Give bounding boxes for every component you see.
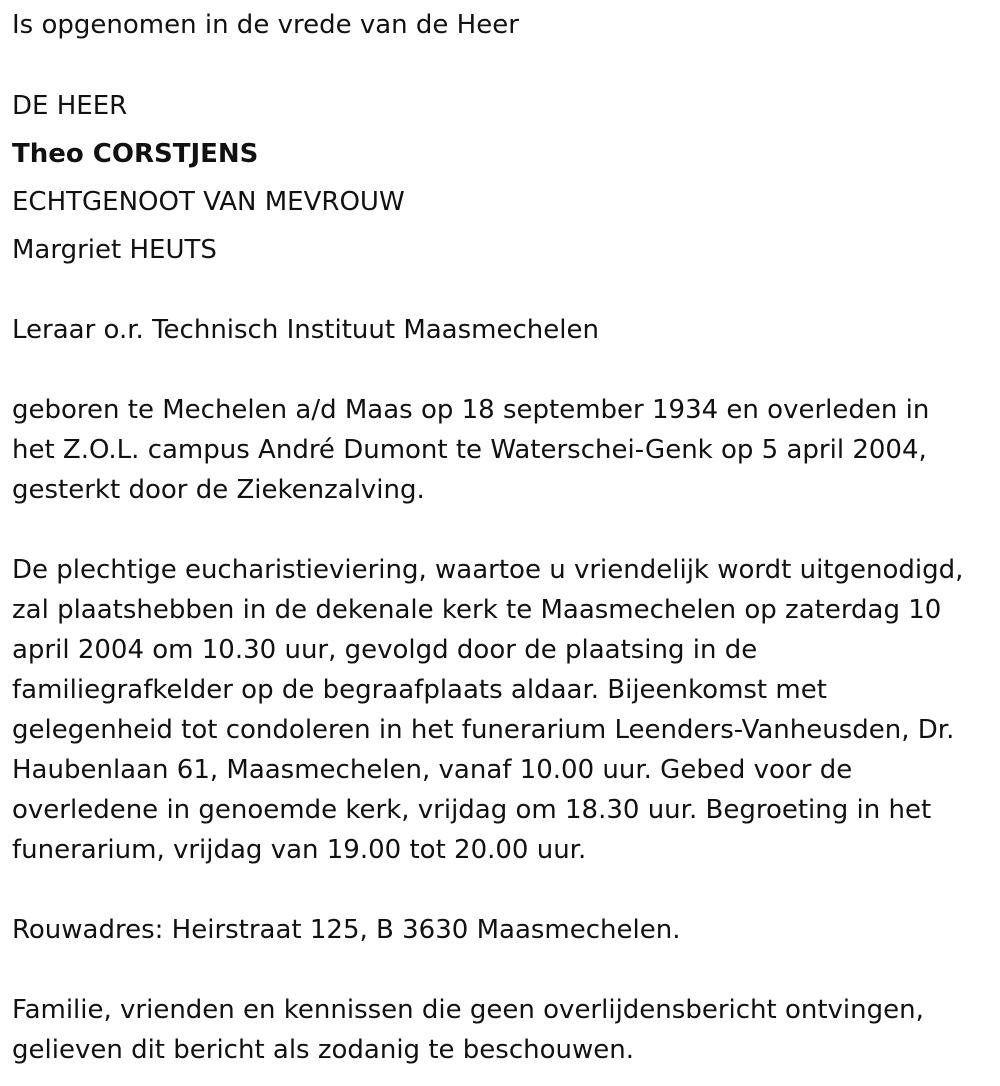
address-line: Rouwadres: Heirstraat 125, B 3630 Maasmechelen. xyxy=(12,915,681,945)
ceremony-line: april 2004 om 10.30 uur, gevolgd door de plaatsing in de xyxy=(12,635,758,665)
birth-death-line: gesterkt door de Ziekenzalving. xyxy=(12,475,425,505)
title-line: DE HEER xyxy=(12,91,128,121)
ceremony-line: De plechtige eucharistieviering, waartoe u vriendelijk wordt uitgenodigd, xyxy=(12,555,964,585)
occupation-line: Leraar o.r. Technisch Instituut Maasmechelen xyxy=(12,315,599,345)
intro-line: Is opgenomen in de vrede van de Heer xyxy=(12,10,519,40)
spouse-label: ECHTGENOOT VAN MEVROUW xyxy=(12,187,405,217)
spouse-name: Margriet HEUTS xyxy=(12,235,217,265)
ceremony-line: familiegrafkelder op de begraafplaats aldaar. Bijeenkomst met xyxy=(12,675,827,705)
closing-line: Familie, vrienden en kennissen die geen overlijdensbericht ontvingen, xyxy=(12,995,924,1025)
ceremony-line: overledene in genoemde kerk, vrijdag om 18.30 uur. Begroeting in het xyxy=(12,795,932,825)
deceased-name: Theo CORSTJENS xyxy=(12,139,259,169)
ceremony-line: zal plaatshebben in de dekenale kerk te Maasmechelen op zaterdag 10 xyxy=(12,595,942,625)
ceremony-line: Haubenlaan 61, Maasmechelen, vanaf 10.00 uur. Gebed voor de xyxy=(12,755,853,785)
ceremony-line: funerarium, vrijdag van 19.00 tot 20.00 uur. xyxy=(12,835,587,865)
birth-death-line: het Z.O.L. campus André Dumont te Waterschei-Genk op 5 april 2004, xyxy=(12,435,927,465)
birth-death-line: geboren te Mechelen a/d Maas op 18 september 1934 en overleden in xyxy=(12,395,930,425)
ceremony-line: gelegenheid tot condoleren in het funerarium Leenders-Vanheusden, Dr. xyxy=(12,715,955,745)
closing-line: gelieven dit bericht als zodanig te beschouwen. xyxy=(12,1035,634,1065)
